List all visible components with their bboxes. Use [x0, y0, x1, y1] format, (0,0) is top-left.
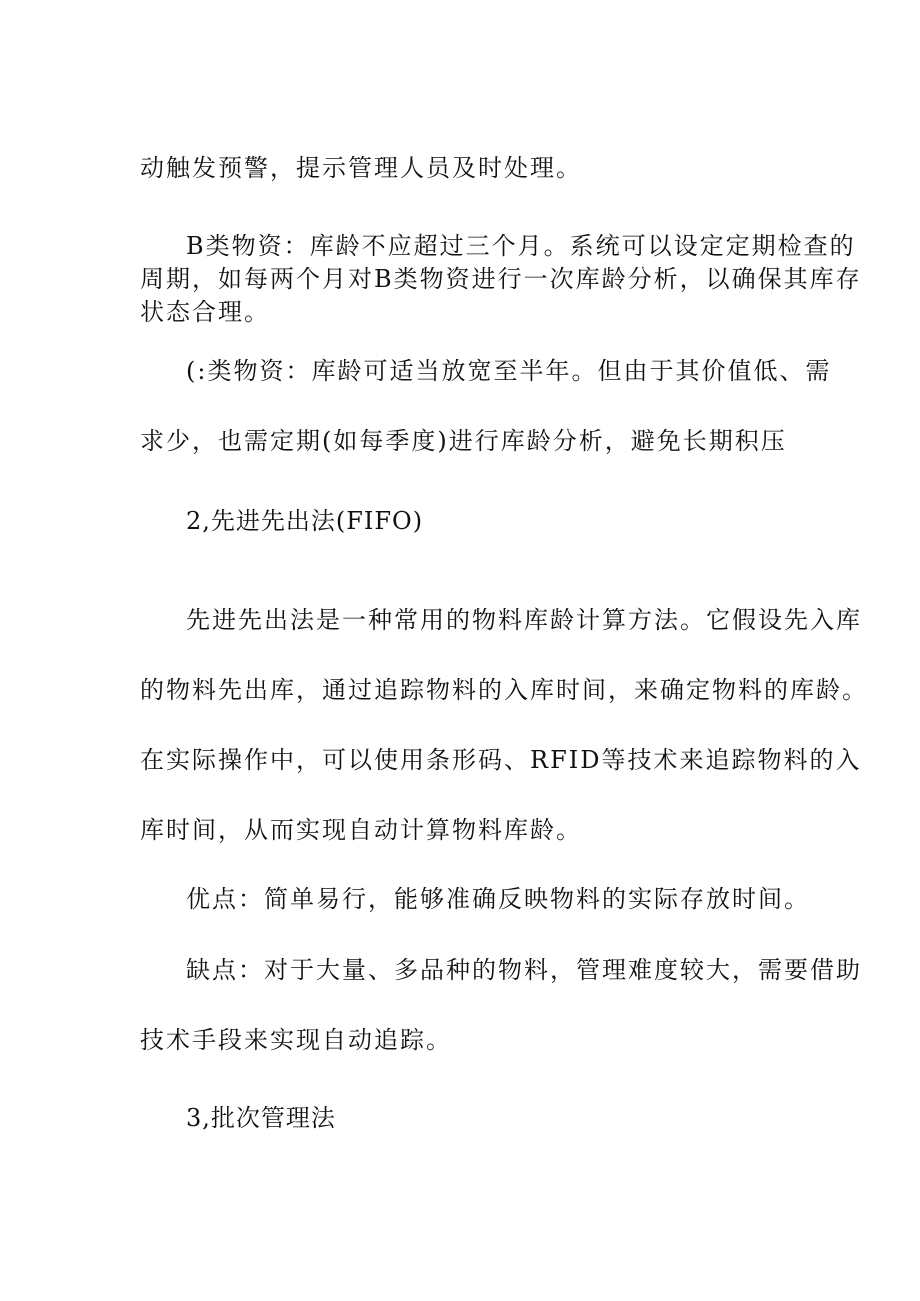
cons-line: 技术手段来实现自动追踪。	[140, 1026, 452, 1054]
pros-line: 优点：简单易行，能够准确反映物料的实际存放时间。	[186, 885, 810, 913]
paragraph-line: 状态合理。	[140, 298, 270, 326]
section-heading-fifo: 2,先进先出法(FIFO)	[186, 507, 424, 535]
paragraph-line: (:类物资：库龄可适当放宽至半年。但由于其价值低、需	[186, 357, 832, 385]
paragraph-line: 库时间，从而实现自动计算物料库龄。	[140, 816, 582, 844]
cons-line: 缺点：对于大量、多品种的物料，管理难度较大，需要借助	[186, 956, 862, 984]
paragraph-line: B类物资：库龄不应超过三个月。系统可以设定定期检查的	[186, 232, 856, 260]
paragraph-line: 动触发预警，提示管理人员及时处理。	[140, 154, 582, 182]
section-heading-batch: 3,批次管理法	[186, 1104, 336, 1132]
paragraph-line: 的物料先出库，通过追踪物料的入库时间，来确定物料的库龄。	[140, 676, 868, 704]
paragraph-line: 求少，也需定期(如每季度)进行库龄分析，避免长期积压	[140, 427, 787, 455]
paragraph-line: 先进先出法是一种常用的物料库龄计算方法。它假设先入库	[186, 606, 862, 634]
paragraph-line: 周期，如每两个月对B类物资进行一次库龄分析，以确保其库存	[140, 265, 862, 293]
paragraph-line: 在实际操作中，可以使用条形码、RFID等技术来追踪物料的入	[140, 746, 862, 774]
